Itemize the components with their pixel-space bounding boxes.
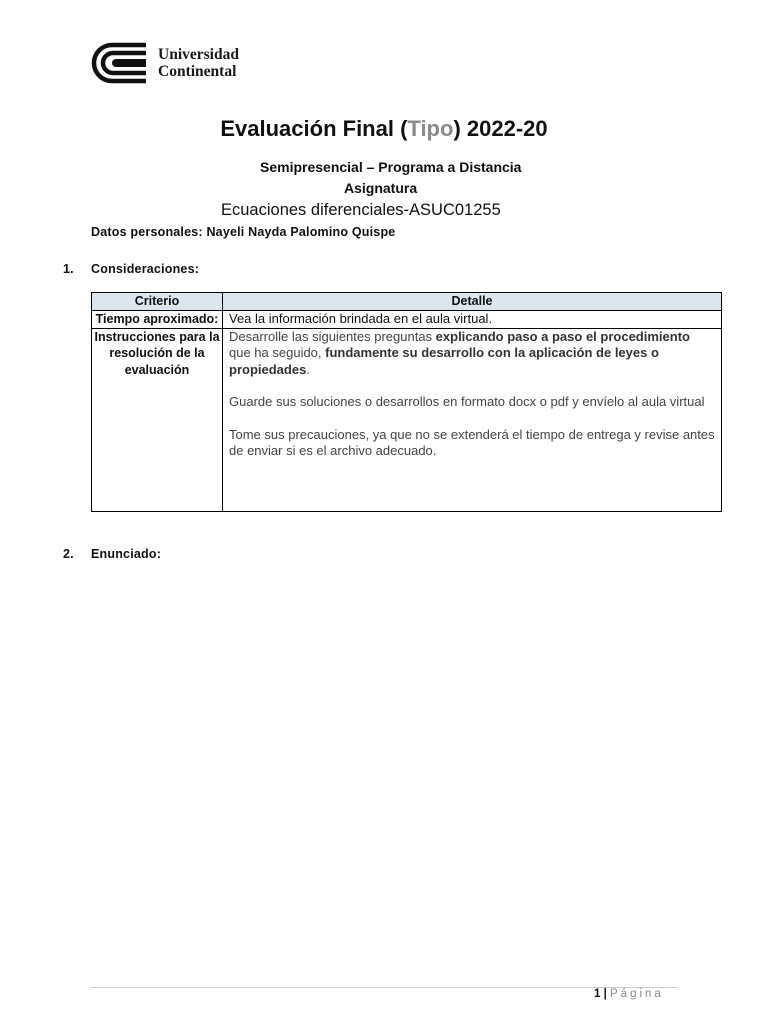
instr-text-a: Desarrolle las siguientes preguntas: [229, 328, 436, 344]
logo-line-2: Continental: [158, 63, 237, 80]
header-detalle: Detalle: [223, 293, 722, 311]
section-label: Consideraciones:: [91, 262, 200, 276]
section-heading-considerations: [63, 262, 199, 276]
instructions-paragraph-2: Guarde sus soluciones o desarrollos en formato docx o pdf y envíelo al aula virtual: [229, 394, 705, 409]
page-number: 1: [594, 988, 601, 1000]
section-number: 2.: [63, 547, 74, 561]
detalle-tiempo: Vea la información brindada en el aula virtual.: [223, 311, 722, 329]
course-name: Ecuaciones diferenciales-ASUC01255: [221, 201, 501, 219]
instr-text-e: .: [306, 361, 310, 377]
instr-bold-b: explicando paso a paso el procedimiento: [435, 328, 690, 344]
criterio-tiempo: Tiempo aproximado:: [92, 311, 223, 329]
title-suffix: ) 2022-20: [453, 116, 548, 141]
personal-data: Datos personales: Nayeli Nayda Palomino Quispe: [91, 225, 396, 239]
subject-label: Asignatura: [344, 180, 418, 196]
detalle-instrucciones: [223, 328, 722, 511]
section-number: 1.: [63, 262, 74, 276]
title-prefix: Evaluación Final (: [220, 116, 408, 141]
page-word: Página: [610, 988, 664, 1000]
instr-bold-d: fundamente su desarrollo con la aplicación de leyes o propiedades: [229, 345, 659, 377]
criteria-table: [91, 292, 722, 512]
university-logo: [90, 42, 239, 84]
instructions-paragraph-3: Tome sus precauciones, ya que no se extenderá el tiempo de entrega y revise antes de enviar si es el archivo adecuado.: [229, 426, 715, 458]
document-title: [0, 116, 768, 142]
footer-divider: [90, 987, 678, 988]
university-logo-icon: [90, 42, 148, 84]
title-tipo: Tipo: [407, 116, 454, 141]
criterio-instrucciones: Instrucciones para la resolución de la evaluación: [92, 328, 223, 511]
table-row: [92, 311, 722, 329]
header-criterio: Criterio: [92, 293, 223, 311]
footer-separator: |: [600, 988, 611, 1000]
table-row: [92, 328, 722, 511]
table-header-row: [92, 293, 722, 311]
logo-line-1: Universidad: [158, 46, 239, 63]
section-label: Enunciado:: [91, 547, 162, 561]
instructions-paragraph-1: [229, 329, 715, 379]
instr-text-c: que ha seguido,: [229, 345, 326, 360]
section-heading-enunciado: [63, 547, 161, 561]
modality-subtitle: Semipresencial – Programa a Distancia: [260, 159, 522, 175]
page-footer: [594, 988, 664, 1000]
